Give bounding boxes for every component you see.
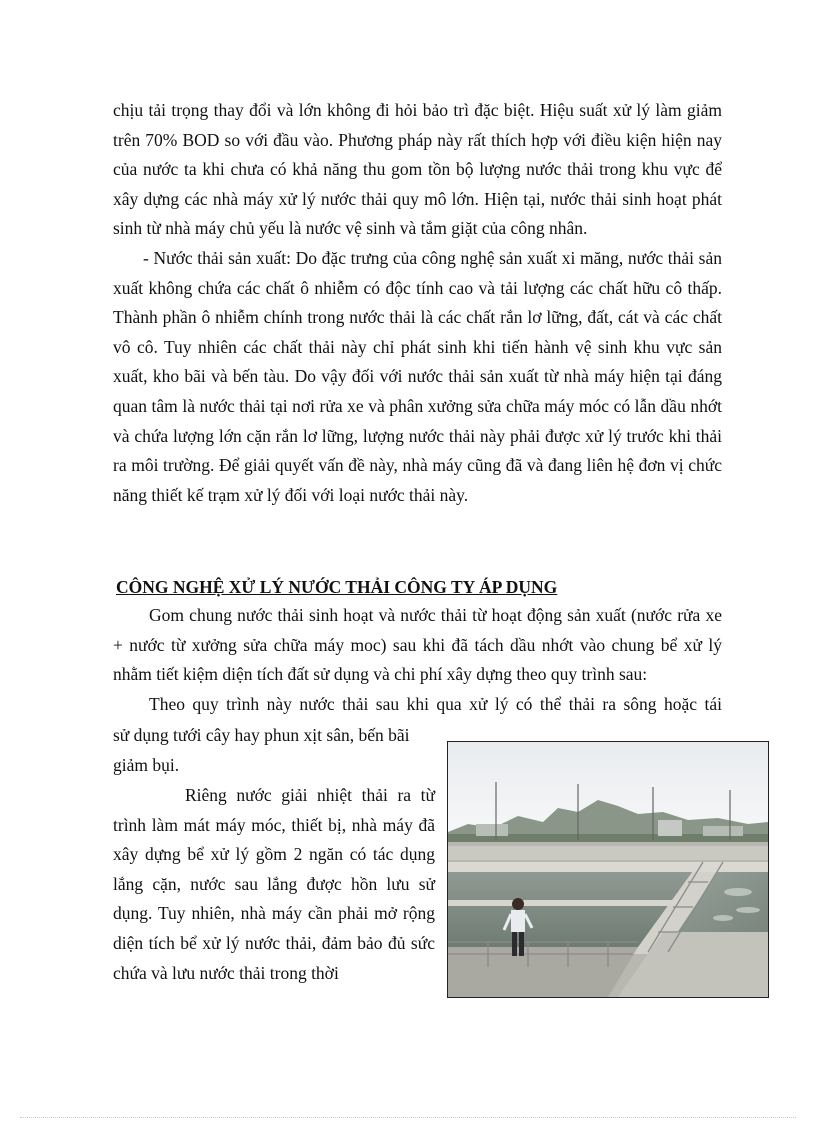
paragraph-reuse-line: Theo quy trình này nước thải sau khi qua xử lý có thể thải ra sông hoặc tái [149, 694, 722, 714]
treatment-plant-illustration [448, 742, 768, 997]
page-bottom-divider [20, 1117, 796, 1118]
paragraph-domestic-wastewater: chịu tải trọng thay đổi và lớn không đi hỏi bảo trì đặc biệt. Hiệu suất xử lý làm giảm trên 70% BOD so với đầu vào. Phương pháp này rất thích hợp với điều kiện hiện nay của nước ta khi chưa có khả năng thu gom tồn bộ lượng nước thải trong khu vực để xây dựng các nhà máy xử lý nước thải quy mô lớn. Hiện tại, nước thải sinh hoạt phát sinh từ nhà máy chủ yếu là nước vệ sinh và tắm giặt của công nhân. [113, 100, 722, 239]
paragraph-block-1 [113, 96, 722, 510]
paragraph-block-3 [113, 601, 722, 690]
paragraph-cooling-water: Riêng nước giải nhiệt thải ra từ trình làm mát máy móc, thiết bị, nhà máy đã xây dựng bể xử lý gồm 2 ngăn có tác dụng lắng cặn, nước sau lắng được hồn lưu sử dụng. Tuy nhiên, nhà máy cần phải mở rộng diện tích bể xử lý nước thải, đảm bảo đủ sức chứa và lưu nước thải trong thời [113, 785, 435, 983]
paragraph-block-4 [113, 690, 722, 720]
paragraph-production-wastewater: - Nước thải sản xuất: Do đặc trưng của công nghệ sản xuất xi măng, nước thải sản xuất không chứa các chất ô nhiễm có độc tính cao và tải lượng các chất hữu cô thấp. Thành phần ô nhiễm chính trong nước thải là các chất rắn lơ lững, đất, cát và các chất vô cô. Tuy nhiên các chất thải này chỉ phát sinh khi tiến hành vệ sinh khu vực sản xuất, kho bãi và bến tàu. Do vậy đối với nước thải sản xuất từ nhà máy hiện tại đáng quan tâm là nước thải tại nơi rửa xe và phân xưởng sửa chữa máy móc có lẫn dầu nhớt và chứa lượng lớn cặn rắn lơ lững, lượng nước thải này phải được xử lý trước khi thải ra môi trường. Để giải quyết vấn đề này, nhà máy cũng đã và đang liên hệ đơn vị chức năng thiết kế trạm xử lý đối với loại nước thải này. [113, 247, 722, 505]
section-heading: CÔNG NGHỆ XỬ LÝ NƯỚC THẢI CÔNG TY ÁP DỤNG [116, 577, 558, 597]
treatment-plant-photo [447, 741, 769, 998]
paragraph-collection-process: Gom chung nước thải sinh hoạt và nước thải từ hoạt động sản xuất (nước rửa xe + nước từ xưởng sửa chữa máy moc) sau khi đã tách dầu nhớt vào chung bể xử lý nhằm tiết kiệm diện tích đất sử dụng và chi phí xây dựng theo quy trình sau: [113, 605, 722, 685]
paragraph-reuse-continued [113, 721, 435, 780]
paragraph-cooling-water-block [113, 781, 435, 988]
paragraph-reuse-rest: sử dụng tưới cây hay phun xịt sân, bến bãi giảm bụi. [113, 725, 410, 775]
